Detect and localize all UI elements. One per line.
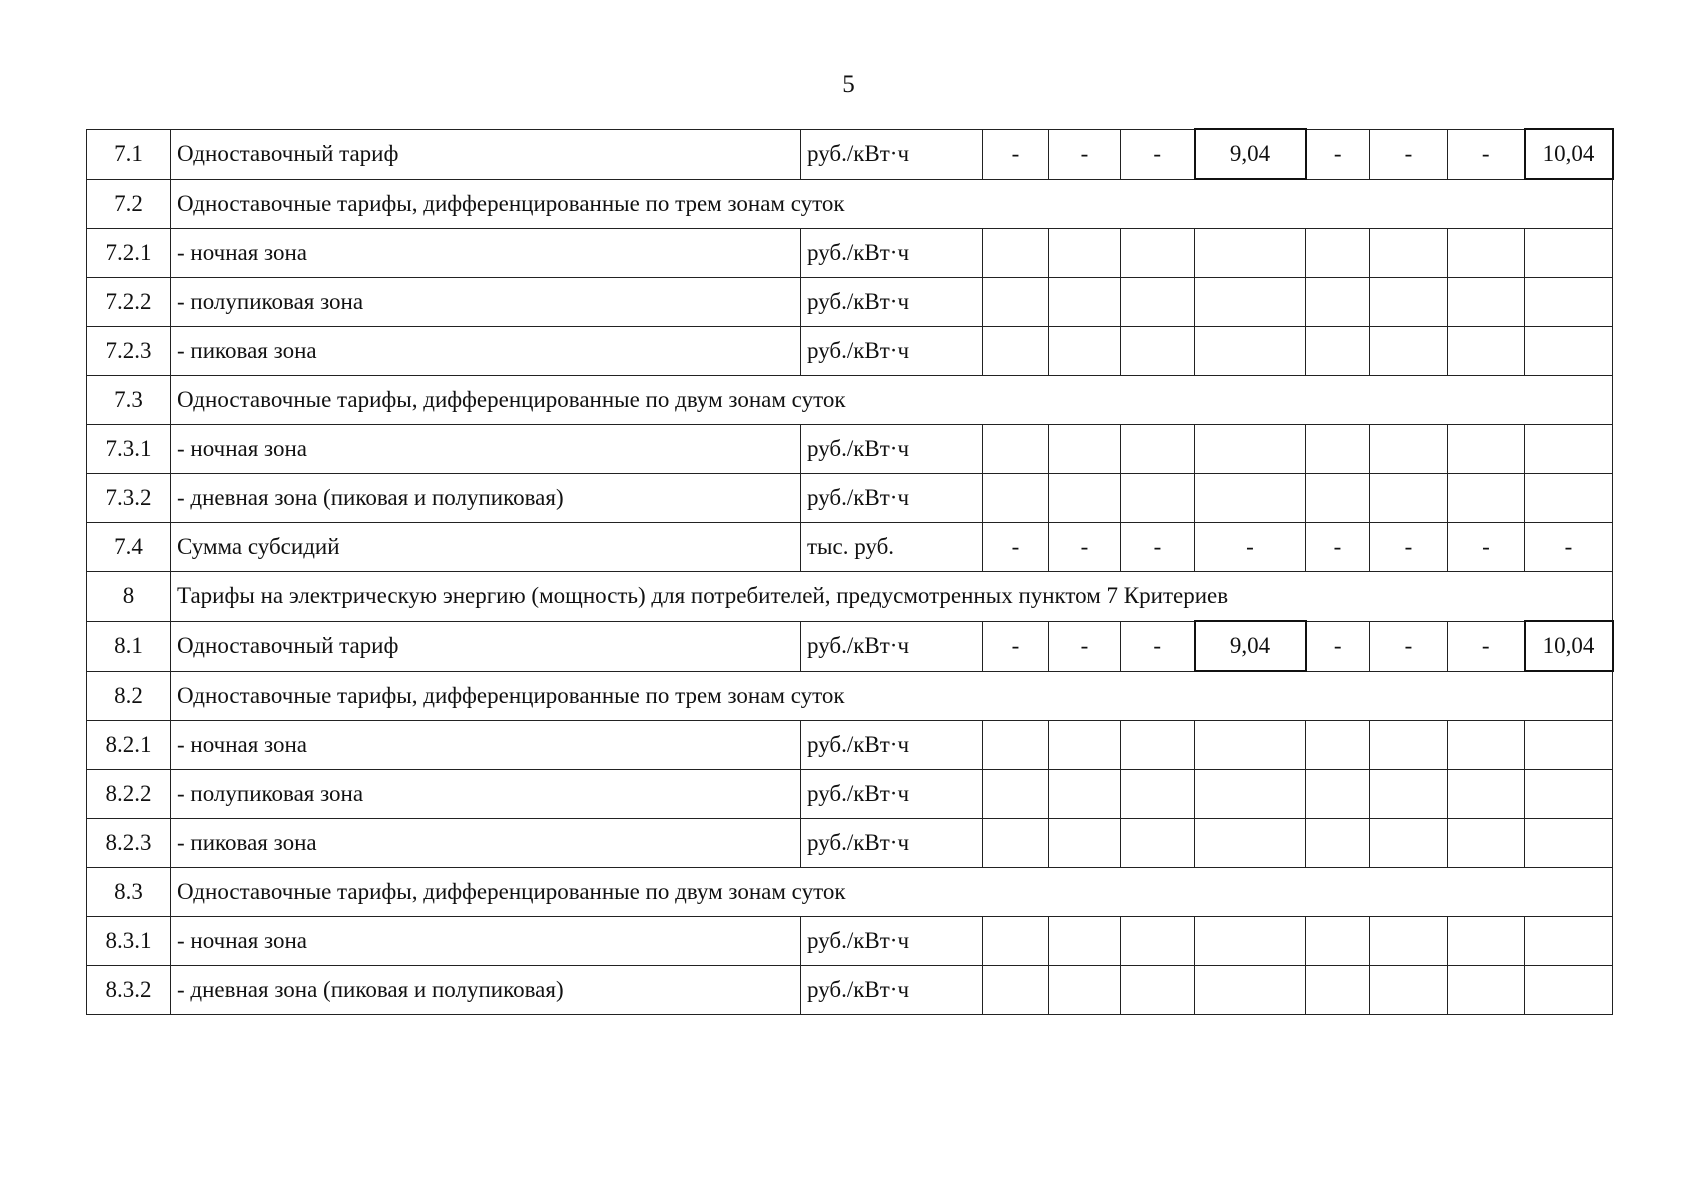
table-row (87, 770, 1613, 819)
value-cell (1121, 966, 1195, 1015)
value-cell (1306, 966, 1370, 1015)
value-cell (1448, 229, 1525, 278)
value-cell: - (1448, 523, 1525, 572)
value-cell (1049, 770, 1121, 819)
row-number: 7.4 (87, 523, 171, 572)
row-number: 8.2.2 (87, 770, 171, 819)
value-cell (983, 278, 1049, 327)
row-number: 7.2.2 (87, 278, 171, 327)
value-cell (1049, 721, 1121, 770)
unit-cell: руб./кВт·ч (801, 770, 983, 819)
unit-cell: руб./кВт·ч (801, 819, 983, 868)
value-cell (1370, 278, 1448, 327)
table-row (87, 819, 1613, 868)
value-cell (1195, 721, 1306, 770)
value-cell (1448, 819, 1525, 868)
value-cell (1306, 819, 1370, 868)
value-cell (1370, 721, 1448, 770)
value-cell (1525, 474, 1613, 523)
row-label: - дневная зона (пиковая и полупиковая) (171, 474, 801, 523)
value-cell (1448, 966, 1525, 1015)
unit-cell: руб./кВт·ч (801, 425, 983, 474)
value-cell (1448, 721, 1525, 770)
value-cell (1121, 819, 1195, 868)
row-number: 8.2.1 (87, 721, 171, 770)
value-cell (1121, 278, 1195, 327)
value-cell (1049, 917, 1121, 966)
value-cell (1121, 721, 1195, 770)
value-cell (983, 327, 1049, 376)
table-row (87, 917, 1613, 966)
value-cell (1525, 819, 1613, 868)
row-number: 7.2.3 (87, 327, 171, 376)
value-cell: 10,04 (1525, 129, 1613, 179)
page-number: 5 (842, 71, 855, 98)
value-cell (983, 229, 1049, 278)
unit-cell: руб./кВт·ч (801, 327, 983, 376)
value-cell (1121, 425, 1195, 474)
value-cell: - (1049, 523, 1121, 572)
value-cell (1370, 917, 1448, 966)
value-cell (1525, 229, 1613, 278)
value-cell: - (1049, 621, 1121, 671)
value-cell (1049, 425, 1121, 474)
value-cell: 9,04 (1195, 621, 1306, 671)
unit-cell: руб./кВт·ч (801, 621, 983, 671)
value-cell: 9,04 (1195, 129, 1306, 179)
row-number: 7.3 (87, 376, 171, 425)
row-label: - дневная зона (пиковая и полупиковая) (171, 966, 801, 1015)
value-cell (1195, 425, 1306, 474)
row-label: Одноставочный тариф (171, 129, 801, 179)
unit-cell: руб./кВт·ч (801, 229, 983, 278)
value-cell (1370, 425, 1448, 474)
row-label: Сумма субсидий (171, 523, 801, 572)
value-cell (1195, 474, 1306, 523)
section-row (87, 572, 1613, 622)
value-cell: - (1448, 621, 1525, 671)
value-cell (1121, 229, 1195, 278)
row-number: 7.2 (87, 179, 171, 229)
row-label: - ночная зона (171, 425, 801, 474)
table-row (87, 966, 1613, 1015)
table-row (87, 425, 1613, 474)
value-cell (1049, 229, 1121, 278)
value-cell (1370, 474, 1448, 523)
value-cell (1370, 819, 1448, 868)
table-row (87, 474, 1613, 523)
value-cell (1195, 819, 1306, 868)
value-cell: - (1448, 129, 1525, 179)
value-cell (1306, 474, 1370, 523)
section-title: Тарифы на электрическую энергию (мощность) для потребителей, предусмотренных пунктом 7 Критериев (171, 572, 1613, 622)
value-cell (983, 917, 1049, 966)
row-number: 8.3.1 (87, 917, 171, 966)
row-label: - пиковая зона (171, 819, 801, 868)
value-cell (1195, 229, 1306, 278)
unit-cell: тыс. руб. (801, 523, 983, 572)
table-row (87, 278, 1613, 327)
value-cell (1195, 770, 1306, 819)
value-cell (1121, 770, 1195, 819)
row-label: - полупиковая зона (171, 770, 801, 819)
value-cell: - (1525, 523, 1613, 572)
value-cell (1306, 229, 1370, 278)
value-cell (1306, 917, 1370, 966)
row-number: 8.1 (87, 621, 171, 671)
value-cell: - (1121, 129, 1195, 179)
value-cell (1306, 425, 1370, 474)
value-cell (1049, 327, 1121, 376)
row-label: Одноставочный тариф (171, 621, 801, 671)
row-label: - ночная зона (171, 917, 801, 966)
value-cell (1370, 229, 1448, 278)
unit-cell: руб./кВт·ч (801, 721, 983, 770)
value-cell (1049, 474, 1121, 523)
value-cell: - (1306, 129, 1370, 179)
value-cell (983, 966, 1049, 1015)
value-cell (1306, 278, 1370, 327)
row-label: - полупиковая зона (171, 278, 801, 327)
value-cell (1525, 966, 1613, 1015)
value-cell (1195, 278, 1306, 327)
value-cell (1448, 425, 1525, 474)
row-number: 7.3.2 (87, 474, 171, 523)
value-cell: - (1370, 523, 1448, 572)
value-cell (983, 770, 1049, 819)
row-label: - ночная зона (171, 721, 801, 770)
row-label: - ночная зона (171, 229, 801, 278)
value-cell (1370, 966, 1448, 1015)
value-cell (1448, 327, 1525, 376)
tariff-table (86, 128, 1614, 1015)
value-cell (983, 425, 1049, 474)
unit-cell: руб./кВт·ч (801, 917, 983, 966)
value-cell (1049, 819, 1121, 868)
value-cell (1306, 327, 1370, 376)
section-row (87, 376, 1613, 425)
value-cell (1525, 721, 1613, 770)
unit-cell: руб./кВт·ч (801, 129, 983, 179)
value-cell: - (1370, 129, 1448, 179)
value-cell (1049, 278, 1121, 327)
value-cell: - (1370, 621, 1448, 671)
value-cell: - (1306, 523, 1370, 572)
value-cell (1448, 278, 1525, 327)
row-number: 7.3.1 (87, 425, 171, 474)
value-cell: - (1195, 523, 1306, 572)
row-number: 8.3.2 (87, 966, 171, 1015)
value-cell (983, 721, 1049, 770)
row-number: 7.1 (87, 129, 171, 179)
value-cell (1448, 770, 1525, 819)
section-title: Одноставочные тарифы, дифференцированные по двум зонам суток (171, 868, 1613, 917)
unit-cell: руб./кВт·ч (801, 474, 983, 523)
value-cell (1195, 327, 1306, 376)
value-cell: - (1121, 523, 1195, 572)
table-row (87, 523, 1613, 572)
row-number: 8.2 (87, 671, 171, 721)
value-cell: - (983, 621, 1049, 671)
value-cell (1049, 966, 1121, 1015)
table-row (87, 229, 1613, 278)
value-cell: - (983, 523, 1049, 572)
value-cell: - (1049, 129, 1121, 179)
value-cell (1195, 917, 1306, 966)
tariff-table-body (87, 129, 1613, 1015)
table-row (87, 129, 1613, 179)
value-cell: - (1306, 621, 1370, 671)
value-cell (1306, 770, 1370, 819)
value-cell (1525, 327, 1613, 376)
value-cell (1525, 278, 1613, 327)
value-cell: 10,04 (1525, 621, 1613, 671)
value-cell (983, 819, 1049, 868)
row-label: - пиковая зона (171, 327, 801, 376)
value-cell: - (1121, 621, 1195, 671)
value-cell (1370, 327, 1448, 376)
value-cell (1525, 770, 1613, 819)
row-number: 8.2.3 (87, 819, 171, 868)
unit-cell: руб./кВт·ч (801, 966, 983, 1015)
table-row (87, 327, 1613, 376)
section-row (87, 868, 1613, 917)
value-cell: - (983, 129, 1049, 179)
section-row (87, 179, 1613, 229)
section-row (87, 671, 1613, 721)
value-cell (1370, 770, 1448, 819)
value-cell (1448, 474, 1525, 523)
value-cell (1306, 721, 1370, 770)
row-number: 8 (87, 572, 171, 622)
section-title: Одноставочные тарифы, дифференцированные по двум зонам суток (171, 376, 1613, 425)
section-title: Одноставочные тарифы, дифференцированные по трем зонам суток (171, 671, 1613, 721)
value-cell (1195, 966, 1306, 1015)
value-cell (1121, 327, 1195, 376)
value-cell (1121, 474, 1195, 523)
row-number: 8.3 (87, 868, 171, 917)
value-cell (1525, 425, 1613, 474)
value-cell (983, 474, 1049, 523)
value-cell (1121, 917, 1195, 966)
row-number: 7.2.1 (87, 229, 171, 278)
table-row (87, 621, 1613, 671)
value-cell (1448, 917, 1525, 966)
section-title: Одноставочные тарифы, дифференцированные по трем зонам суток (171, 179, 1613, 229)
unit-cell: руб./кВт·ч (801, 278, 983, 327)
value-cell (1525, 917, 1613, 966)
table-row (87, 721, 1613, 770)
